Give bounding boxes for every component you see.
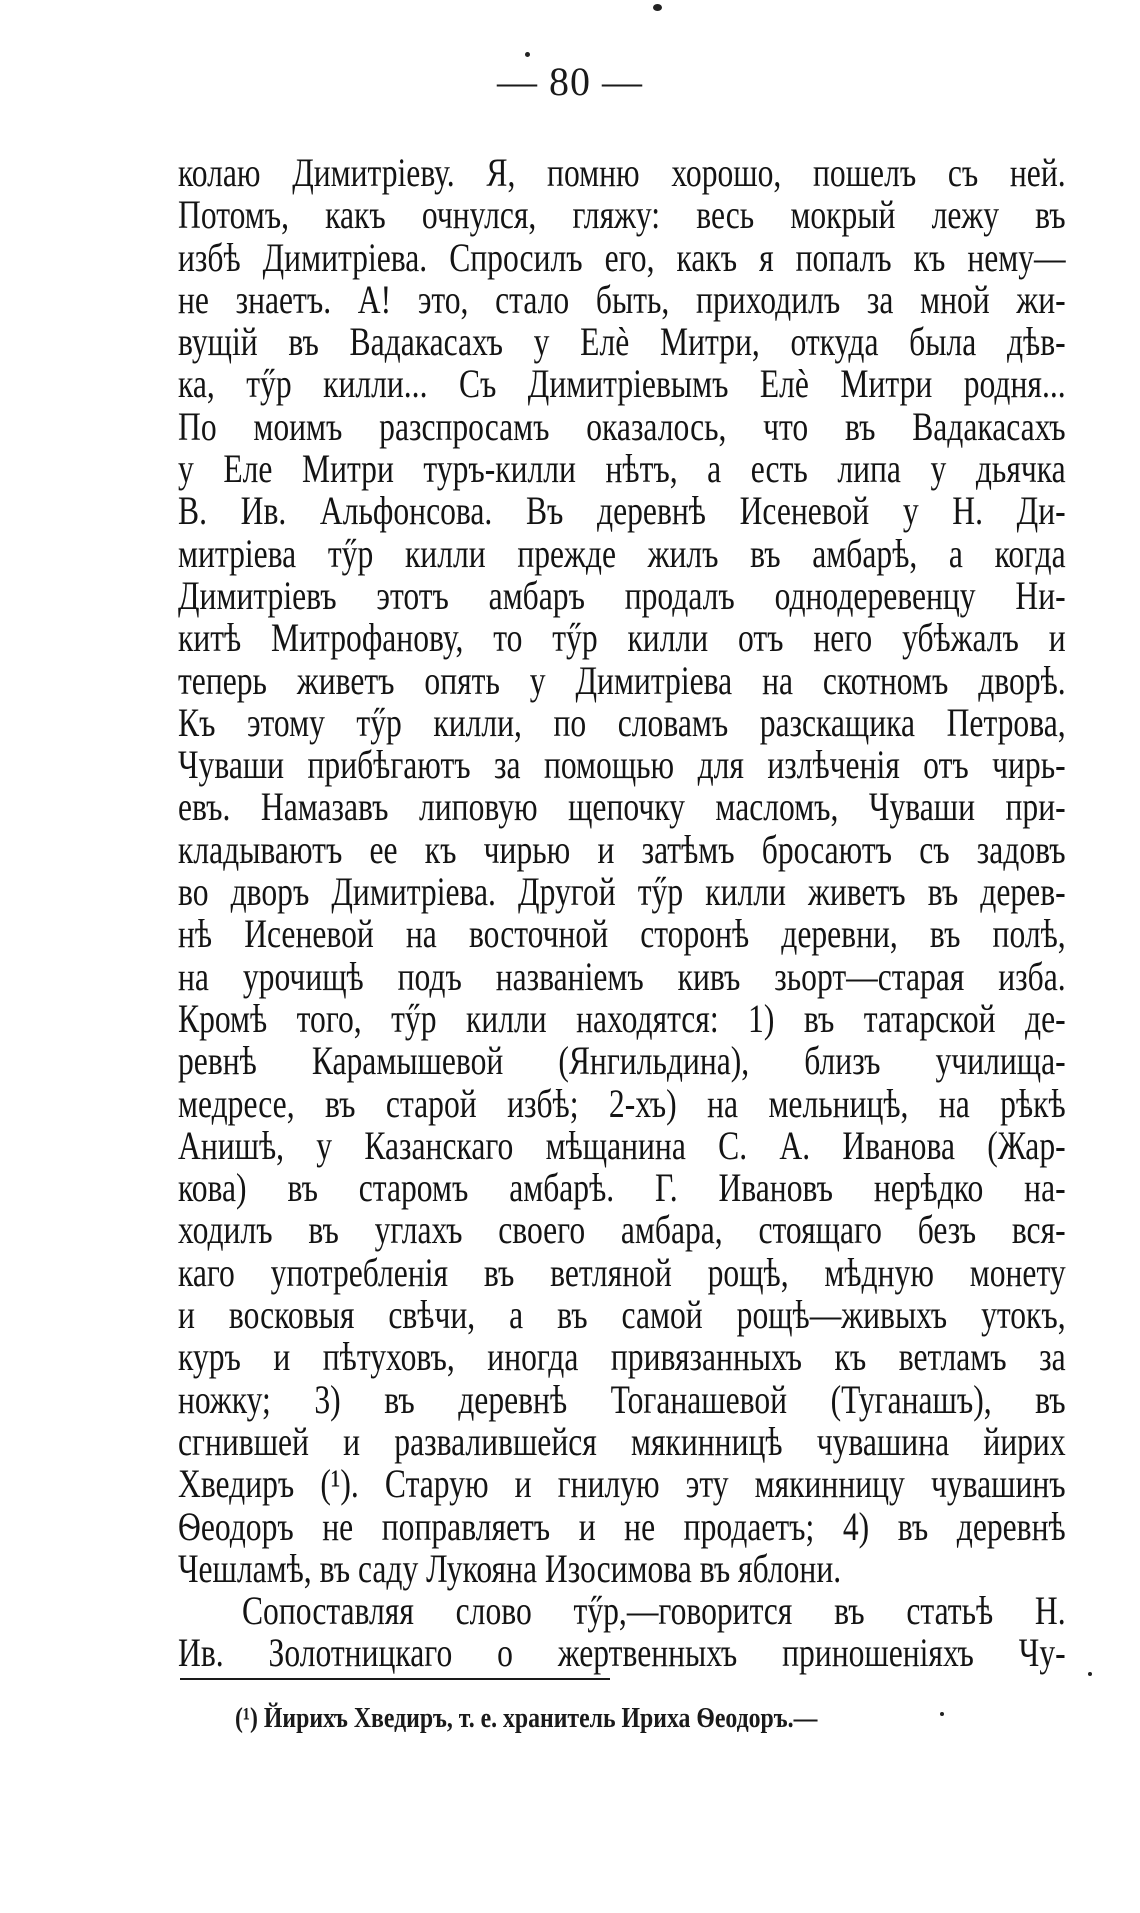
text-line: Потомъ, какъ очнулся, гляжу: весь мокрый лежу въ: [178, 192, 1066, 238]
text-line: Хведиръ (¹). Старую и гнилую эту мякинницу чувашинъ: [178, 1461, 1066, 1507]
text-line: Ѳеодоръ не поправляетъ и не продаетъ; 4) въ деревнѣ: [178, 1503, 1066, 1549]
text-line: медресе, въ старой избѣ; 2-хъ) на мельницѣ, на рѣкѣ: [178, 1080, 1066, 1126]
text-line: сгнившей и развалившейся мякинницѣ чувашина йирих: [178, 1418, 1066, 1464]
text-line: ревнѣ Карамышевой (Янгильдина), близъ училища-: [178, 1038, 1066, 1084]
text-line: Чуваши прибѣгаютъ за помощью для излѣченія отъ чирь-: [178, 742, 1066, 788]
scan-speck: [1088, 1672, 1092, 1676]
text-line: ходилъ въ углахъ своего амбара, стоящаго безъ вся-: [178, 1207, 1066, 1253]
text-line: кова) въ старомъ амбарѣ. Г. Ивановъ нерѣдко на-: [178, 1165, 1066, 1211]
text-line: и восковыя свѣчи, а въ самой рощѣ—живыхъ утокъ,: [178, 1292, 1066, 1338]
text-line: вущій въ Вадакасахъ у Елѐ Митри, откуда была дѣв-: [178, 319, 1066, 365]
text-line: Къ этому тӳр килли, по словамъ разскащика Петрова,: [178, 699, 1066, 745]
text-line: По моимъ разспросамъ оказалось, что въ Вадакасахъ: [178, 403, 1066, 449]
text-line: китѣ Митрофанову, то тӳр килли отъ него убѣжалъ и: [178, 615, 1066, 661]
footnote: (¹) Йирихъ Хведиръ, т. е. хранитель Ириха Ѳеодоръ.—: [235, 1702, 818, 1734]
text-line: Анишѣ, у Казанскаго мѣщанина С. А. Иванова (Жар-: [178, 1122, 1066, 1168]
scan-speck: [525, 52, 530, 57]
text-line: каго употребленія въ ветляной рощѣ, мѣдную монету: [178, 1249, 1066, 1295]
scan-speck: [653, 4, 662, 11]
text-line: нѣ Исеневой на восточной сторонѣ деревни, въ полѣ,: [178, 911, 1066, 957]
text-line: митріева тӳр килли прежде жилъ въ амбарѣ, а когда: [178, 530, 1066, 576]
text-line: В. Ив. Альфонсова. Въ деревнѣ Исеневой у Н. Ди-: [178, 488, 1066, 534]
text-line: не знаетъ. А! это, стало быть, приходилъ за мной жи-: [178, 276, 1066, 322]
text-line: кладываютъ ее къ чирью и затѣмъ бросаютъ съ задовъ: [178, 826, 1066, 872]
text-line: на урочищѣ подъ названіемъ кивъ зьорт—старая изба.: [178, 953, 1066, 999]
text-line: ножку; 3) въ деревнѣ Тоганашевой (Туганашъ), въ: [178, 1376, 1066, 1422]
scan-speck: [940, 1712, 944, 1716]
text-line: Чешламѣ, въ саду Лукояна Изосимова въ яблони.: [178, 1545, 842, 1591]
text-line: ка, тӳр килли... Съ Димитріевымъ Елѐ Митри родня...: [178, 361, 1066, 407]
text-line: у Еле Митри туръ-килли нѣтъ, а есть липа у дьячка: [178, 446, 1066, 492]
text-line: избѣ Димитріева. Спросилъ его, какъ я попалъ къ нему—: [178, 234, 1066, 280]
text-line: Ив. Золотницкаго о жертвенныхъ приношеніяхъ Чу-: [178, 1630, 1066, 1676]
text-line: куръ и пѣтуховъ, иногда привязанныхъ къ ветламъ за: [178, 1334, 1066, 1380]
text-line-paragraph-start: Сопоставляя слово тӳр,—говорится въ статьѣ Н.: [241, 1588, 1066, 1634]
page-number: — 80 —: [497, 59, 643, 104]
body-text: [178, 152, 1066, 1675]
footnote-divider: [180, 1678, 610, 1680]
text-line: Димитріевъ этотъ амбаръ продалъ однодеревенцу Ни-: [178, 572, 1066, 618]
text-line: во дворъ Димитріева. Другой тӳр килли живетъ въ дерев-: [178, 869, 1066, 915]
text-line: колаю Димитріеву. Я, помню хорошо, пошелъ съ ней.: [178, 150, 1066, 195]
text-line: Кромѣ того, тӳр килли находятся: 1) въ татарской де-: [178, 995, 1066, 1041]
text-line: евъ. Намазавъ липовую щепочку масломъ, Чуваши при-: [178, 784, 1066, 830]
text-line: теперь живетъ опять у Димитріева на скотномъ дворѣ.: [178, 657, 1066, 703]
